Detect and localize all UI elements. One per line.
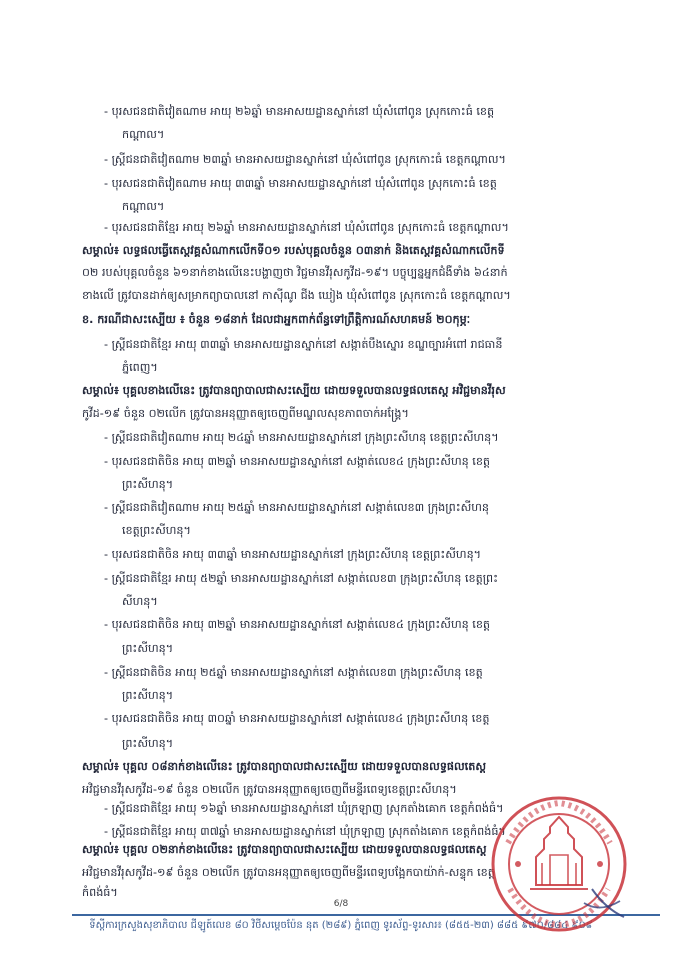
- list-item: - បុរសជនជាតិខ្មែរ អាយុ ២៦ឆ្នាំ មានអាសយដ្ឋានស្នាក់នៅ ឃុំសំពៅពូន ស្រុកកោះធំ ខេត្តកណ្តាល។: [104, 221, 509, 234]
- list-item: - ស្ត្រីជនជាតិខ្មែរ អាយុ ៣៧ឆ្នាំ មានអាសយដ្ឋានស្នាក់នៅ ឃុំក្រឡាញ ស្រុកតាំងគោក ខេត្តកំពង់ធំ។: [104, 825, 506, 838]
- list-item: - ស្ត្រីជនជាតិវៀតណាម ២៣ឆ្នាំ មានអាសយដ្ឋានស្នាក់នៅ ឃុំសំពៅពូន ស្រុកកោះធំ ខេត្តកណ្តាល។: [104, 153, 506, 166]
- note-line: សម្គាល់៖ បុគ្គលខាងលើនេះ ត្រូវបានព្យាបាលជាសះស្បើយ ដោយទទួលបានលទ្ធផលតេស្ត អវិជ្ជមានវីរុស: [82, 384, 506, 397]
- body-line: ភ្នំពេញ។: [122, 361, 158, 374]
- note-line: សម្គាល់៖ បុគ្គល ០២នាក់ខាងលើនេះ ត្រូវបានព្យាបាលជាសះស្បើយ ដោយទទួលបានលទ្ធផលតេស្ត: [82, 843, 487, 856]
- body-line: កណ្តាល។: [122, 200, 165, 213]
- body-line: ខាងលើ ត្រូវបានដាក់ឲ្យសម្រាកព្យាបាលនៅ កាស៊ីណូ ជីង ឃៀង ឃុំសំពៅពូន ស្រុកកោះធំ ខេត្តកណ្តាល។: [82, 289, 511, 302]
- list-item: - បុរសជនជាតិចិន អាយុ ៣២ឆ្នាំ មានអាសយដ្ឋានស្នាក់នៅ សង្កាត់លេខ៤ ក្រុងព្រះសីហនុ ខេត្ត: [104, 618, 491, 631]
- body-line: សីហនុ។: [122, 595, 158, 608]
- footer-address: ទីស្តីការក្រសួងសុខាភិបាល ជីឡូត៍លេខ ៨០ វិថីសម្តេចប៉ែន នុត (២៨៩) ភ្នំពេញ ទូរស័ព្ទ-ទូរសារ៖ (៨៥៥-២៣) ៨៨៥ ៩៧០/៨៨៤ ៩០៩: [89, 920, 593, 931]
- official-seal-stamp: [488, 793, 630, 935]
- page-number: 6/8: [333, 899, 349, 909]
- list-item: - ស្ត្រីជនជាតិខ្មែរ អាយុ ១៦ឆ្នាំ មានអាសយដ្ឋានស្នាក់នៅ ឃុំក្រឡាញ ស្រុកតាំងគោក ខេត្តកំពង់ធំ។: [104, 802, 504, 815]
- list-item: - បុរសជនជាតិវៀតណាម អាយុ ២៦ឆ្នាំ មានអាសយដ្ឋានស្នាក់នៅ ឃុំសំពៅពូន ស្រុកកោះធំ ខេត្ត: [104, 105, 495, 118]
- list-item: - បុរសជនជាតិចិន អាយុ ៣៣ឆ្នាំ មានអាសយដ្ឋានស្នាក់នៅ ក្រុងព្រះសីហនុ ខេត្តព្រះសីហនុ។: [104, 548, 482, 561]
- body-line: កំពង់ធំ។: [82, 886, 118, 899]
- body-line: ព្រះសីហនុ។: [122, 689, 174, 702]
- body-line: ព្រះសីហនុ។: [122, 642, 174, 655]
- note-line: សម្គាល់៖ បុគ្គល ០៨នាក់ខាងលើនេះ ត្រូវបានព្យាបាលជាសះស្បើយ ដោយទទួលបានលទ្ធផលតេស្ត: [82, 760, 486, 773]
- body-line: ខេត្តព្រះសីហនុ។: [122, 524, 191, 537]
- body-line: ០២ របស់បុគ្គលចំនួន ៦១នាក់ខាងលើនេះបង្ហាញថា វិជ្ជមានវីរុសកូវីដ-១៩។ បច្ចុប្បន្នអ្នកជំងឺទាំង ៦៤នាក់: [82, 266, 508, 279]
- body-line: ព្រះសីហនុ។: [122, 478, 174, 491]
- list-item: - ស្ត្រីជនជាតិខ្មែរ អាយុ ៣៣ឆ្នាំ មានអាសយដ្ឋានស្នាក់នៅ សង្កាត់បឹងស្នោរ ខណ្ឌច្បារអំពៅ រាជធានី: [104, 338, 503, 351]
- body-line: កណ្តាល។: [122, 128, 165, 141]
- body-line: អវិជ្ជមានវីរុសកូវីដ-១៩ ចំនួន ០២លើក ត្រូវបានអនុញ្ញាតឲ្យចេញពីមន្ទីរពេទ្យខេត្តព្រះសីហនុ។: [82, 783, 457, 796]
- list-item: - បុរសជនជាតិចិន អាយុ ៣០ឆ្នាំ មានអាសយដ្ឋានស្នាក់នៅ សង្កាត់លេខ៤ ក្រុងព្រះសីហនុ ខេត្ត: [104, 712, 490, 725]
- list-item: - បុរសជនជាតិចិន អាយុ ៣២ឆ្នាំ មានអាសយដ្ឋានស្នាក់នៅ សង្កាត់លេខ៤ ក្រុងព្រះសីហនុ ខេត្ត: [104, 455, 491, 468]
- list-item: - បុរសជនជាតិវៀតណាម អាយុ ៣៣ឆ្នាំ មានអាសយដ្ឋានស្នាក់នៅ ឃុំសំពៅពូន ស្រុកកោះធំ ខេត្ត: [104, 177, 497, 190]
- list-item: - ស្ត្រីជនជាតិខ្មែរ អាយុ ៥២ឆ្នាំ មានអាសយដ្ឋានស្នាក់នៅ សង្កាត់លេខ៣ ក្រុងព្រះសីហនុ ខេត្តព្រះ: [104, 572, 499, 585]
- body-line: អវិជ្ជមានវីរុសកូវីដ-១៩ ចំនួន ០២លើក ត្រូវបានអនុញ្ញាតឲ្យចេញពីមន្ទីរពេទ្យបង្អែកបាយ៉ាក់-សន្ទុក ខេត្ត: [82, 866, 495, 879]
- list-item: - ស្ត្រីជនជាតិវៀតណាម អាយុ ២៥ឆ្នាំ មានអាសយដ្ឋានស្នាក់នៅ សង្កាត់លេខ៣ ក្រុងព្រះសីហនុ: [104, 501, 490, 514]
- list-item: - ស្ត្រីជនជាតិចិន អាយុ ២៥ឆ្នាំ មានអាសយដ្ឋានស្នាក់នៅ សង្កាត់លេខ៣ ក្រុងព្រះសីហនុ ខេត្ត: [104, 666, 483, 679]
- note-line: សម្គាល់៖ លទ្ធផលធ្វើតេស្តវគ្គសំណាកលើកទី០១ របស់បុគ្គលចំនួន ០៣នាក់ និងតេស្តវគ្គសំណាកលើកទី: [82, 244, 505, 257]
- body-line: ព្រះសីហនុ។: [122, 737, 174, 750]
- list-item: - ស្ត្រីជនជាតិវៀតណាម អាយុ ២៤ឆ្នាំ មានអាសយដ្ឋានស្នាក់នៅ ក្រុងព្រះសីហនុ ខេត្តព្រះសីហនុ។: [104, 431, 499, 444]
- body-line: កូវីដ-១៩ ចំនួន ០២លើក ត្រូវបានអនុញ្ញាតឲ្យចេញពីមណ្ឌលសុខភាពចាក់អង្គ្រែ។: [82, 407, 409, 420]
- section-heading: ខ. ករណីជាសះស្បើយ ៖ ចំនួន ១៨នាក់ ដែលជាអ្នកពាក់ព័ន្ធទៅព្រឹត្តិការណ៍សហគមន៍ ២០កុម្ភៈ: [82, 313, 471, 326]
